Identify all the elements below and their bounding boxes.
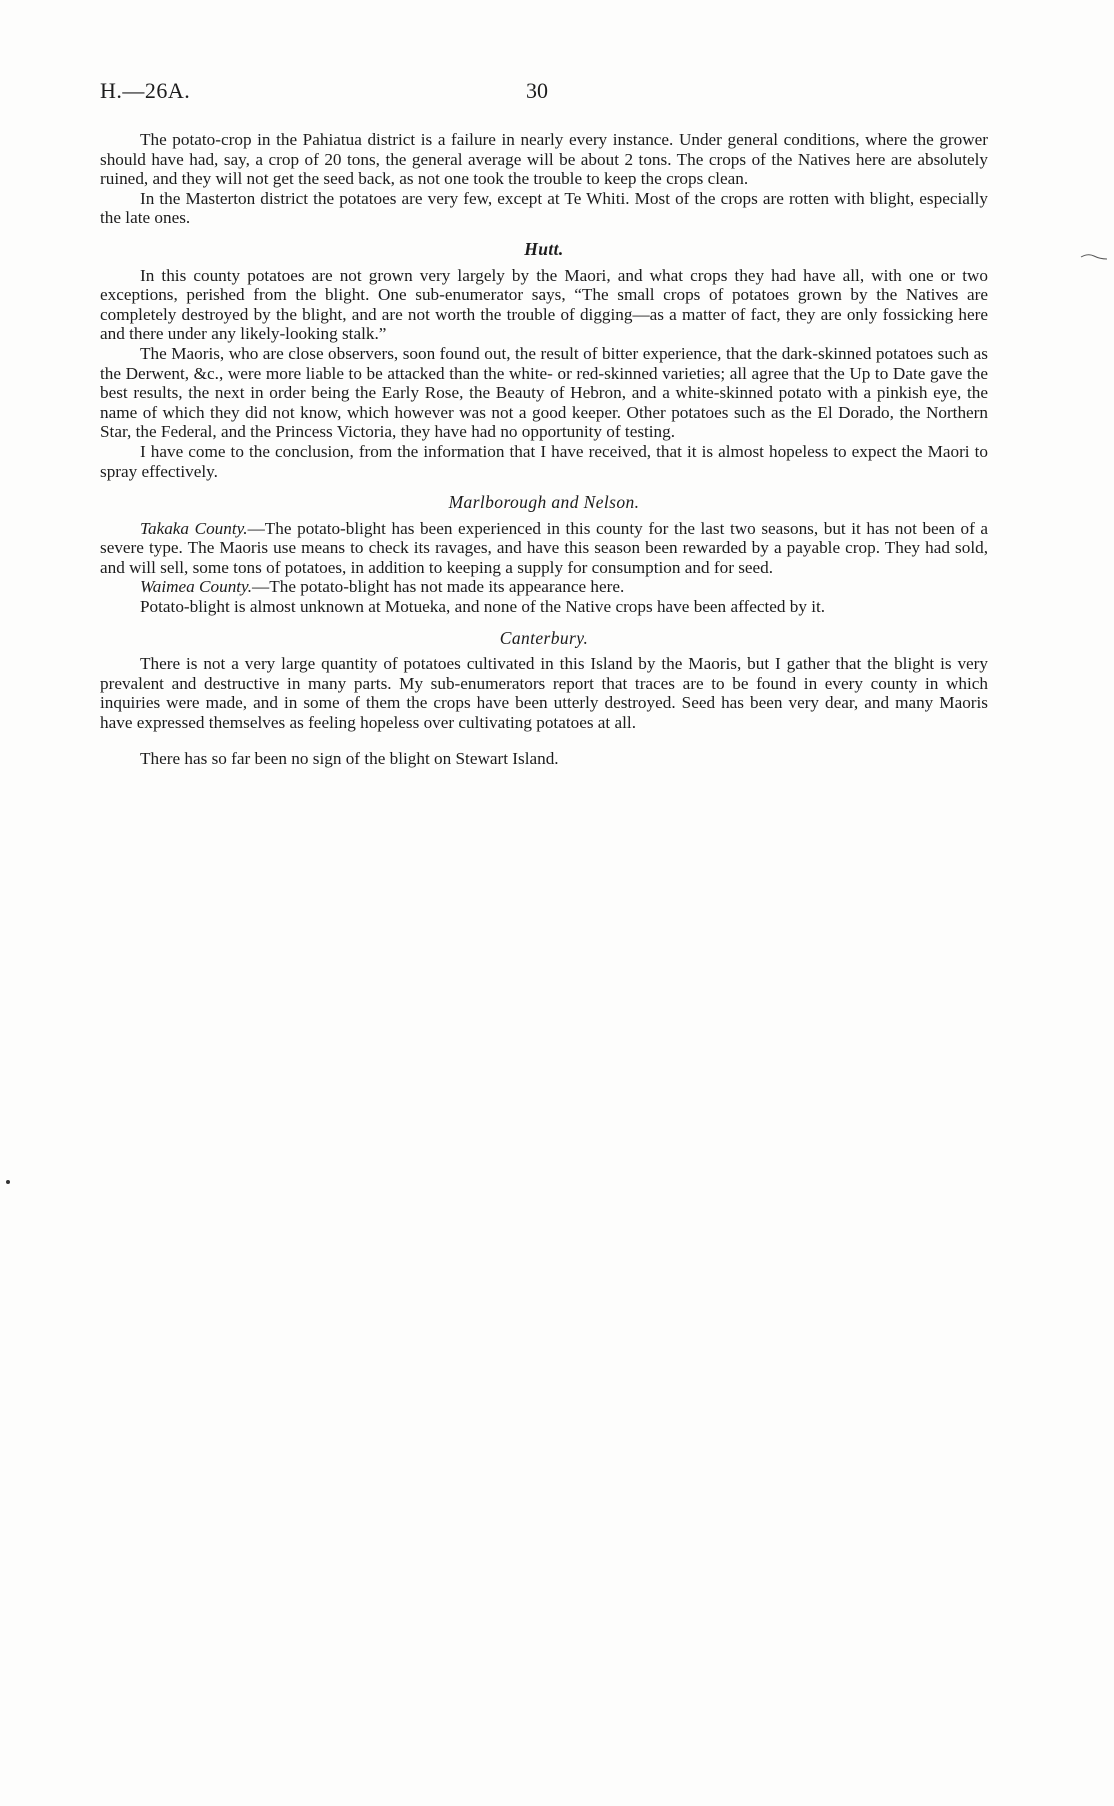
document-reference: H.—26A. bbox=[100, 78, 191, 103]
paragraph-waimea bbox=[100, 577, 988, 597]
paragraph-pahiatua: The potato-crop in the Pahiatua district is a failure in nearly every instance. Under general conditions, where the grower should have had, say, a crop of 20 tons, the general average will be about 2 tons. The crops of the Natives here are absolutely ruined, and they will not get the seed back, as not one took the trouble to keep the crops clean. bbox=[100, 130, 988, 189]
paragraph-hutt-2: The Maoris, who are close observers, soon found out, the result of bitter experience, that the dark-skinned potatoes such as the Derwent, &c., were more liable to be attacked than the white- or red-skinned varieties; all agree that the Up to Date gave the best results, the next in order being the Early Rose, the Beauty of Hebron, and a white-skinned potato with a pinkish eye, the name of which they did not know, which however was not a good keeper. Other potatoes such as the El Dorado, the Northern Star, the Federal, and the Princess Victoria, they have had no opportunity of testing. bbox=[100, 343, 988, 442]
document-body bbox=[100, 130, 988, 768]
paragraph-motueka: Potato-blight is almost unknown at Motueka, and none of the Native crops have been affected by it. bbox=[140, 597, 826, 617]
page-header bbox=[100, 78, 1000, 110]
takaka-county-label: Takaka County. bbox=[140, 518, 248, 538]
paragraph-canterbury: There is not a very large quantity of potatoes cultivated in this Island by the Maoris, but I gather that the blight is very prevalent and destructive in many parts. My sub-enumerators report that traces are to be found in every county in which inquiries were made, and in some of them the crops have been utterly destroyed. Seed has been very dear, and many Maoris have expressed themselves as feeling hopeless over cultivating potatoes at all. bbox=[100, 654, 988, 733]
waimea-county-text: —The potato-blight has not made its appearance here. bbox=[252, 577, 625, 597]
section-spacer bbox=[100, 733, 988, 749]
heading-hutt: Hutt. bbox=[524, 238, 564, 259]
margin-mark-icon bbox=[1080, 252, 1108, 262]
scan-speck-icon bbox=[6, 1180, 10, 1184]
heading-canterbury: Canterbury. bbox=[499, 627, 589, 648]
takaka-county-text: —The potato-blight has been experienced in this county for the last two seasons, but it has not been of a severe type. The Maoris use means to check its ravages, and have this season been rewarded by a payable crop. They had sold, and will sell, some tons of potatoes, in addition to keeping a supply for consumption and for seed. bbox=[100, 518, 989, 577]
paragraph-takaka bbox=[100, 519, 988, 578]
paragraph-hutt-3: I have come to the conclusion, from the information that I have received, that it is almost hopeless to expect the Maori to spray effectively. bbox=[100, 441, 988, 481]
heading-marlborough-nelson: Marlborough and Nelson. bbox=[448, 492, 640, 513]
paragraph-hutt-1: In this county potatoes are not grown very largely by the Maori, and what crops they had have all, with one or two exceptions, perished from the blight. One sub-enumerator says, “The small crops of potatoes grown by the Natives are completely destroyed by the blight, and are not worth the trouble of digging—as a matter of fact, they are only fossicking here and there under any likely-looking stalk.” bbox=[100, 265, 988, 344]
paragraph-stewart-island: There has so far been no sign of the blight on Stewart Island. bbox=[140, 748, 559, 768]
waimea-county-label: Waimea County. bbox=[140, 577, 253, 597]
page-number: 30 bbox=[526, 78, 548, 103]
paragraph-masterton: In the Masterton district the potatoes are very few, except at Te Whiti. Most of the crops are rotten with blight, especially the late ones. bbox=[100, 188, 988, 228]
